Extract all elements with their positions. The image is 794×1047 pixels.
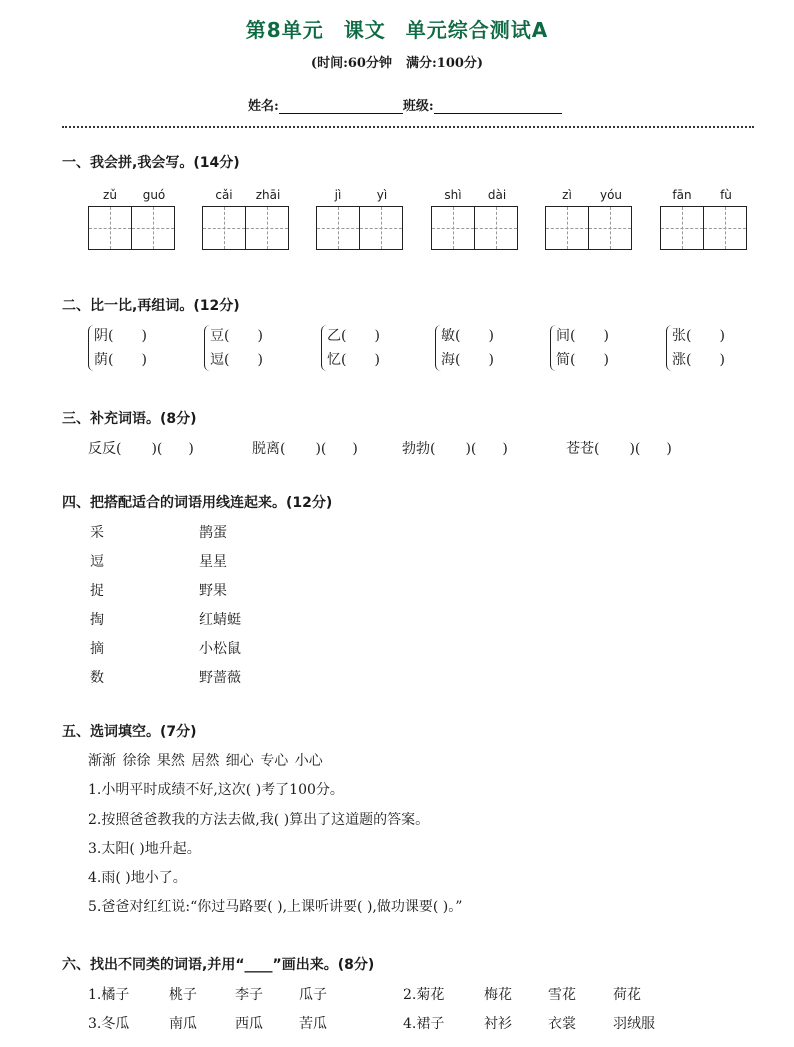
supplement-item xyxy=(252,438,358,458)
section-1-heading: 一、我会拼,我会写。(14分) xyxy=(62,155,240,171)
compare-pair xyxy=(88,325,188,373)
match-right-word[interactable]: 鹊蛋 xyxy=(199,525,227,541)
pinyin-syllable: yóu xyxy=(599,188,623,202)
pinyin-group xyxy=(545,188,633,250)
compare-char: 豆( xyxy=(210,328,230,344)
supplement-paren: )( xyxy=(315,441,327,457)
pinyin-group xyxy=(660,188,748,250)
name-field[interactable] xyxy=(279,99,403,114)
writing-grid[interactable] xyxy=(88,206,175,250)
close-paren: ) xyxy=(141,328,147,344)
title-lesson: 课文 xyxy=(343,18,386,42)
compare-char: 张( xyxy=(672,328,692,344)
match-left-word[interactable]: 采 xyxy=(90,525,104,541)
compare-char: 乙( xyxy=(327,328,347,344)
compare-pair xyxy=(321,325,421,373)
close-paren: ) xyxy=(374,352,380,368)
match-right-word[interactable]: 红蜻蜓 xyxy=(199,612,241,628)
name-label: 姓名: xyxy=(248,99,279,114)
compare-char: 荫( xyxy=(94,352,114,368)
compare-char: 涨( xyxy=(672,352,692,368)
writing-grid[interactable] xyxy=(431,206,518,250)
pinyin-syllable: cǎi xyxy=(215,188,233,202)
fill-question[interactable]: 4.雨( )地小了。 xyxy=(88,870,187,886)
supplement-word: 脱离( xyxy=(252,441,286,457)
close-paren: ) xyxy=(488,328,494,344)
fill-question[interactable]: 1.小明平时成绩不好,这次( )考了100分。 xyxy=(88,782,344,798)
pinyin-syllable: zhāi xyxy=(255,188,281,202)
odd-word[interactable]: 衬衫 xyxy=(484,1016,512,1032)
supplement-paren: ) xyxy=(352,441,358,457)
compare-pair xyxy=(435,325,535,373)
close-paren: ) xyxy=(374,328,380,344)
match-left-word[interactable]: 逗 xyxy=(90,554,104,570)
compare-char: 简( xyxy=(556,352,576,368)
odd-word[interactable]: 4.裙子 xyxy=(403,1016,445,1032)
fill-question[interactable]: 3.太阳( )地升起。 xyxy=(88,841,201,857)
full-score: 满分:100分) xyxy=(405,56,484,71)
close-paren: ) xyxy=(719,352,725,368)
pinyin-syllable: guó xyxy=(142,188,166,202)
close-paren: ) xyxy=(488,352,494,368)
pinyin-syllable: zì xyxy=(562,188,572,202)
odd-word[interactable]: 瓜子 xyxy=(299,987,327,1003)
supplement-paren: ) xyxy=(188,441,194,457)
odd-word[interactable]: 苦瓜 xyxy=(299,1016,327,1032)
close-paren: ) xyxy=(141,352,147,368)
odd-word[interactable]: 3.冬瓜 xyxy=(88,1016,130,1032)
supplement-word: 反反( xyxy=(88,441,122,457)
odd-word[interactable]: 西瓜 xyxy=(235,1016,263,1032)
pinyin-syllable: zǔ xyxy=(103,188,117,202)
writing-grid[interactable] xyxy=(545,206,632,250)
section-5-heading: 五、选词填空。(7分) xyxy=(62,724,197,740)
section-3-heading: 三、补充词语。(8分) xyxy=(62,411,197,427)
match-right-word[interactable]: 小松鼠 xyxy=(199,641,241,657)
odd-word[interactable]: 1.橘子 xyxy=(88,987,130,1003)
section-4-heading: 四、把搭配适合的词语用线连起来。(12分) xyxy=(62,495,333,511)
match-left-word[interactable]: 摘 xyxy=(90,641,104,657)
pinyin-group xyxy=(316,188,404,250)
supplement-paren: )( xyxy=(629,441,641,457)
compare-char: 间( xyxy=(556,328,576,344)
match-left-word[interactable]: 捉 xyxy=(90,583,104,599)
page-title xyxy=(0,14,794,43)
compare-pair xyxy=(666,325,766,373)
pinyin-syllable: jì xyxy=(334,188,342,202)
odd-word[interactable]: 衣裳 xyxy=(548,1016,576,1032)
close-paren: ) xyxy=(719,328,725,344)
pinyin-syllable: dài xyxy=(487,188,507,202)
supplement-word: 苍苍( xyxy=(566,441,600,457)
fill-question[interactable]: 5.爸爸对红红说:“你过马路要( ),上课听讲要( ),做功课要( )。” xyxy=(88,899,463,915)
supplement-paren: )( xyxy=(465,441,477,457)
word-choices: 渐渐 徐徐 果然 居然 细心 专心 小心 xyxy=(88,753,323,769)
time-limit: (时间:60分钟 xyxy=(310,56,392,71)
odd-word[interactable]: 2.菊花 xyxy=(403,987,445,1003)
compare-pair xyxy=(204,325,304,373)
compare-char: 敏( xyxy=(441,328,461,344)
odd-word[interactable]: 荷花 xyxy=(613,987,641,1003)
odd-word[interactable]: 李子 xyxy=(235,987,263,1003)
match-right-word[interactable]: 野蔷薇 xyxy=(199,670,241,686)
close-paren: ) xyxy=(603,352,609,368)
exam-info xyxy=(0,52,794,71)
match-left-word[interactable]: 掏 xyxy=(90,612,104,628)
pinyin-group xyxy=(88,188,176,250)
student-info-line xyxy=(248,95,562,114)
close-paren: ) xyxy=(603,328,609,344)
title-unit: 第8单元 xyxy=(245,18,324,42)
supplement-word: 勃勃( xyxy=(402,441,436,457)
close-paren: ) xyxy=(257,328,263,344)
odd-word[interactable]: 南瓜 xyxy=(169,1016,197,1032)
pinyin-syllable: yì xyxy=(376,188,388,202)
compare-pair xyxy=(550,325,650,373)
writing-grid[interactable] xyxy=(316,206,403,250)
odd-word[interactable]: 桃子 xyxy=(169,987,197,1003)
close-paren: ) xyxy=(257,352,263,368)
match-right-word[interactable]: 野果 xyxy=(199,583,227,599)
supplement-item xyxy=(88,438,194,458)
pinyin-syllable: fān xyxy=(672,188,692,202)
compare-char: 阴( xyxy=(94,328,114,344)
title-test: 单元综合测试A xyxy=(405,18,549,42)
odd-word[interactable]: 羽绒服 xyxy=(613,1016,655,1032)
pinyin-group xyxy=(431,188,519,250)
supplement-paren: ) xyxy=(502,441,508,457)
supplement-paren: ) xyxy=(666,441,672,457)
match-right-word[interactable]: 星星 xyxy=(199,554,227,570)
fill-question[interactable]: 2.按照爸爸教我的方法去做,我( )算出了这道题的答案。 xyxy=(88,812,430,828)
compare-char: 海( xyxy=(441,352,461,368)
compare-char: 忆( xyxy=(327,352,347,368)
writing-grid[interactable] xyxy=(202,206,289,250)
supplement-item xyxy=(402,438,508,458)
section-2-heading: 二、比一比,再组词。(12分) xyxy=(62,298,240,314)
pinyin-group xyxy=(202,188,290,250)
section-6-heading: 六、找出不同类的词语,并用“____”画出来。(8分) xyxy=(62,957,375,973)
pinyin-syllable: fù xyxy=(720,188,732,202)
class-label: 班级: xyxy=(402,99,434,114)
pinyin-syllable: shì xyxy=(444,188,462,202)
compare-char: 逗( xyxy=(210,352,230,368)
odd-word[interactable]: 梅花 xyxy=(484,987,512,1003)
odd-word[interactable]: 雪花 xyxy=(548,987,576,1003)
supplement-paren: )( xyxy=(151,441,163,457)
supplement-item xyxy=(566,438,672,458)
writing-grid[interactable] xyxy=(660,206,747,250)
divider xyxy=(62,126,754,128)
class-field[interactable] xyxy=(434,99,562,114)
match-left-word[interactable]: 数 xyxy=(90,670,104,686)
